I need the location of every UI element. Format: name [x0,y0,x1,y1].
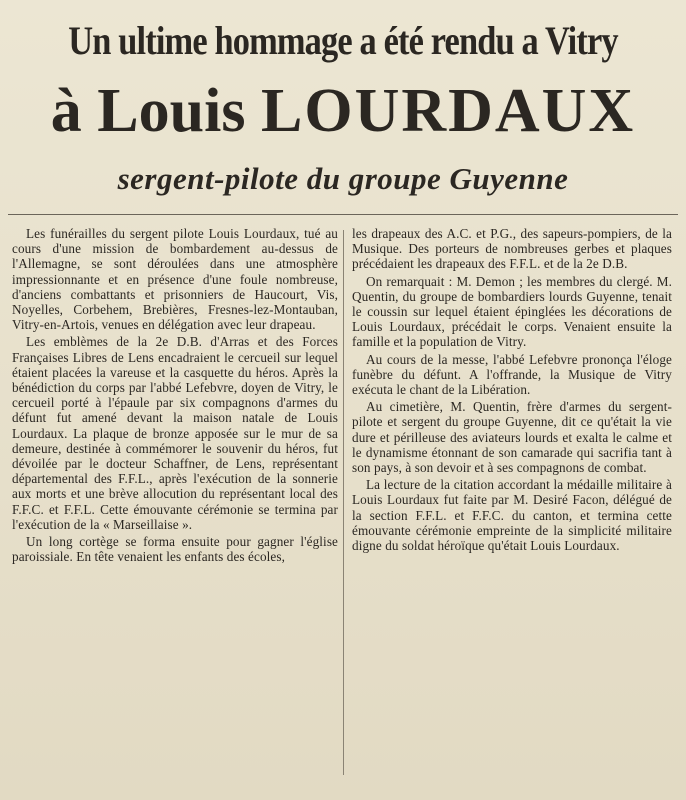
headline-line-2 [0,76,686,146]
column-divider [343,230,344,775]
article-paragraph: Les emblèmes de la 2e D.B. d'Arras et des Forces Françaises Libres de Lens encadraient le cercueil sur lequel étaient placées la vareuse et la casquette du héros. Après la bénédiction du corps par l'abbé Lefebvre, doyen de Vitry, le cercueil porté à l'épaule par six compagnons d'armes du défunt fut amené devant la maison natale de Louis Lourdaux. La plaque de bronze apposée sur le mur de sa demeure, destinée à commémorer le souvenir du héros, fut dévoilée par le docteur Schaffner, de Lens, représentant départemental des F.F.L., après l'exécution de la sonnerie aux morts et une brève allocution du représentant local des F.F.C. et F.F.L. Cette émouvante cérémonie se termina par l'exécution de la « Marseillaise ». [12,334,338,532]
article-paragraph: Un long cortège se forma ensuite pour gagner l'église paroissiale. En tête venaient les enfants des écoles, [12,534,338,565]
headline-name: LOURDAUX [260,77,636,145]
article-paragraph: Au cours de la messe, l'abbé Lefebvre prononça l'éloge funèbre du défunt. A l'offrande, la Musique de Vitry exécuta le chant de la Libération. [352,351,672,398]
article-column-left [12,226,338,786]
headline-line-1: Un ultime hommage a été rendu a Vitry [68,18,618,63]
article-paragraph: Les funérailles du sergent pilote Louis Lourdaux, tué au cours d'une mission de bombardement au-dessus de l'Allemagne, se sont déroulées dans une atmosphère impressionnante et en présence d'une foule nombreuse, d'anciens combattants et prisonniers de Haucourt, Vis, Noyelles, Corbehem, Brebières, Fresnes-lez-Montauban, Vitry-en-Artois, venues en délégation avec leur drapeau. [12,226,338,333]
article-paragraph: La lecture de la citation accordant la médaille militaire à Louis Lourdaux fut faite par M. Desiré Facon, délégué de la section F.F.L. et F.F.C. du canton, et termina cette émouvante cérémonie empreinte de la simplicité militaire digne du soldat héroïque qu'était Louis Lourdaux. [352,477,672,554]
article-column-right [352,226,672,786]
headline-prefix: à Louis [50,77,261,145]
subtitle: sergent-pilote du groupe Guyenne [117,161,569,196]
article-paragraph: On remarquait : M. Demon ; les membres du clergé. M. Quentin, du groupe de bombardiers lourds Guyenne, tenait le coussin sur lequel étaient épinglées les décorations de Louis Lourdaux, précédait le corps. Venaient ensuite la famille et la population de Vitry. [352,273,672,350]
article-paragraph: les drapeaux des A.C. et P.G., des sapeurs-pompiers, de la Musique. Des porteurs de nombreuses gerbes et plaques précédaient les drapeaux des F.F.L. et de la 2e D.B. [352,226,672,272]
article-paragraph: Au cimetière, M. Quentin, frère d'armes du sergent-pilote et sergent du groupe Guyenne, dit ce qu'était la vie dure et périlleuse des aviateurs lourds et exalta le calme et le dynamisme étonnant de son camarade qui sacrifia tant à son pays, à son devoir et à ses compagnons de combat. [352,399,672,476]
headline-rule [8,214,678,215]
